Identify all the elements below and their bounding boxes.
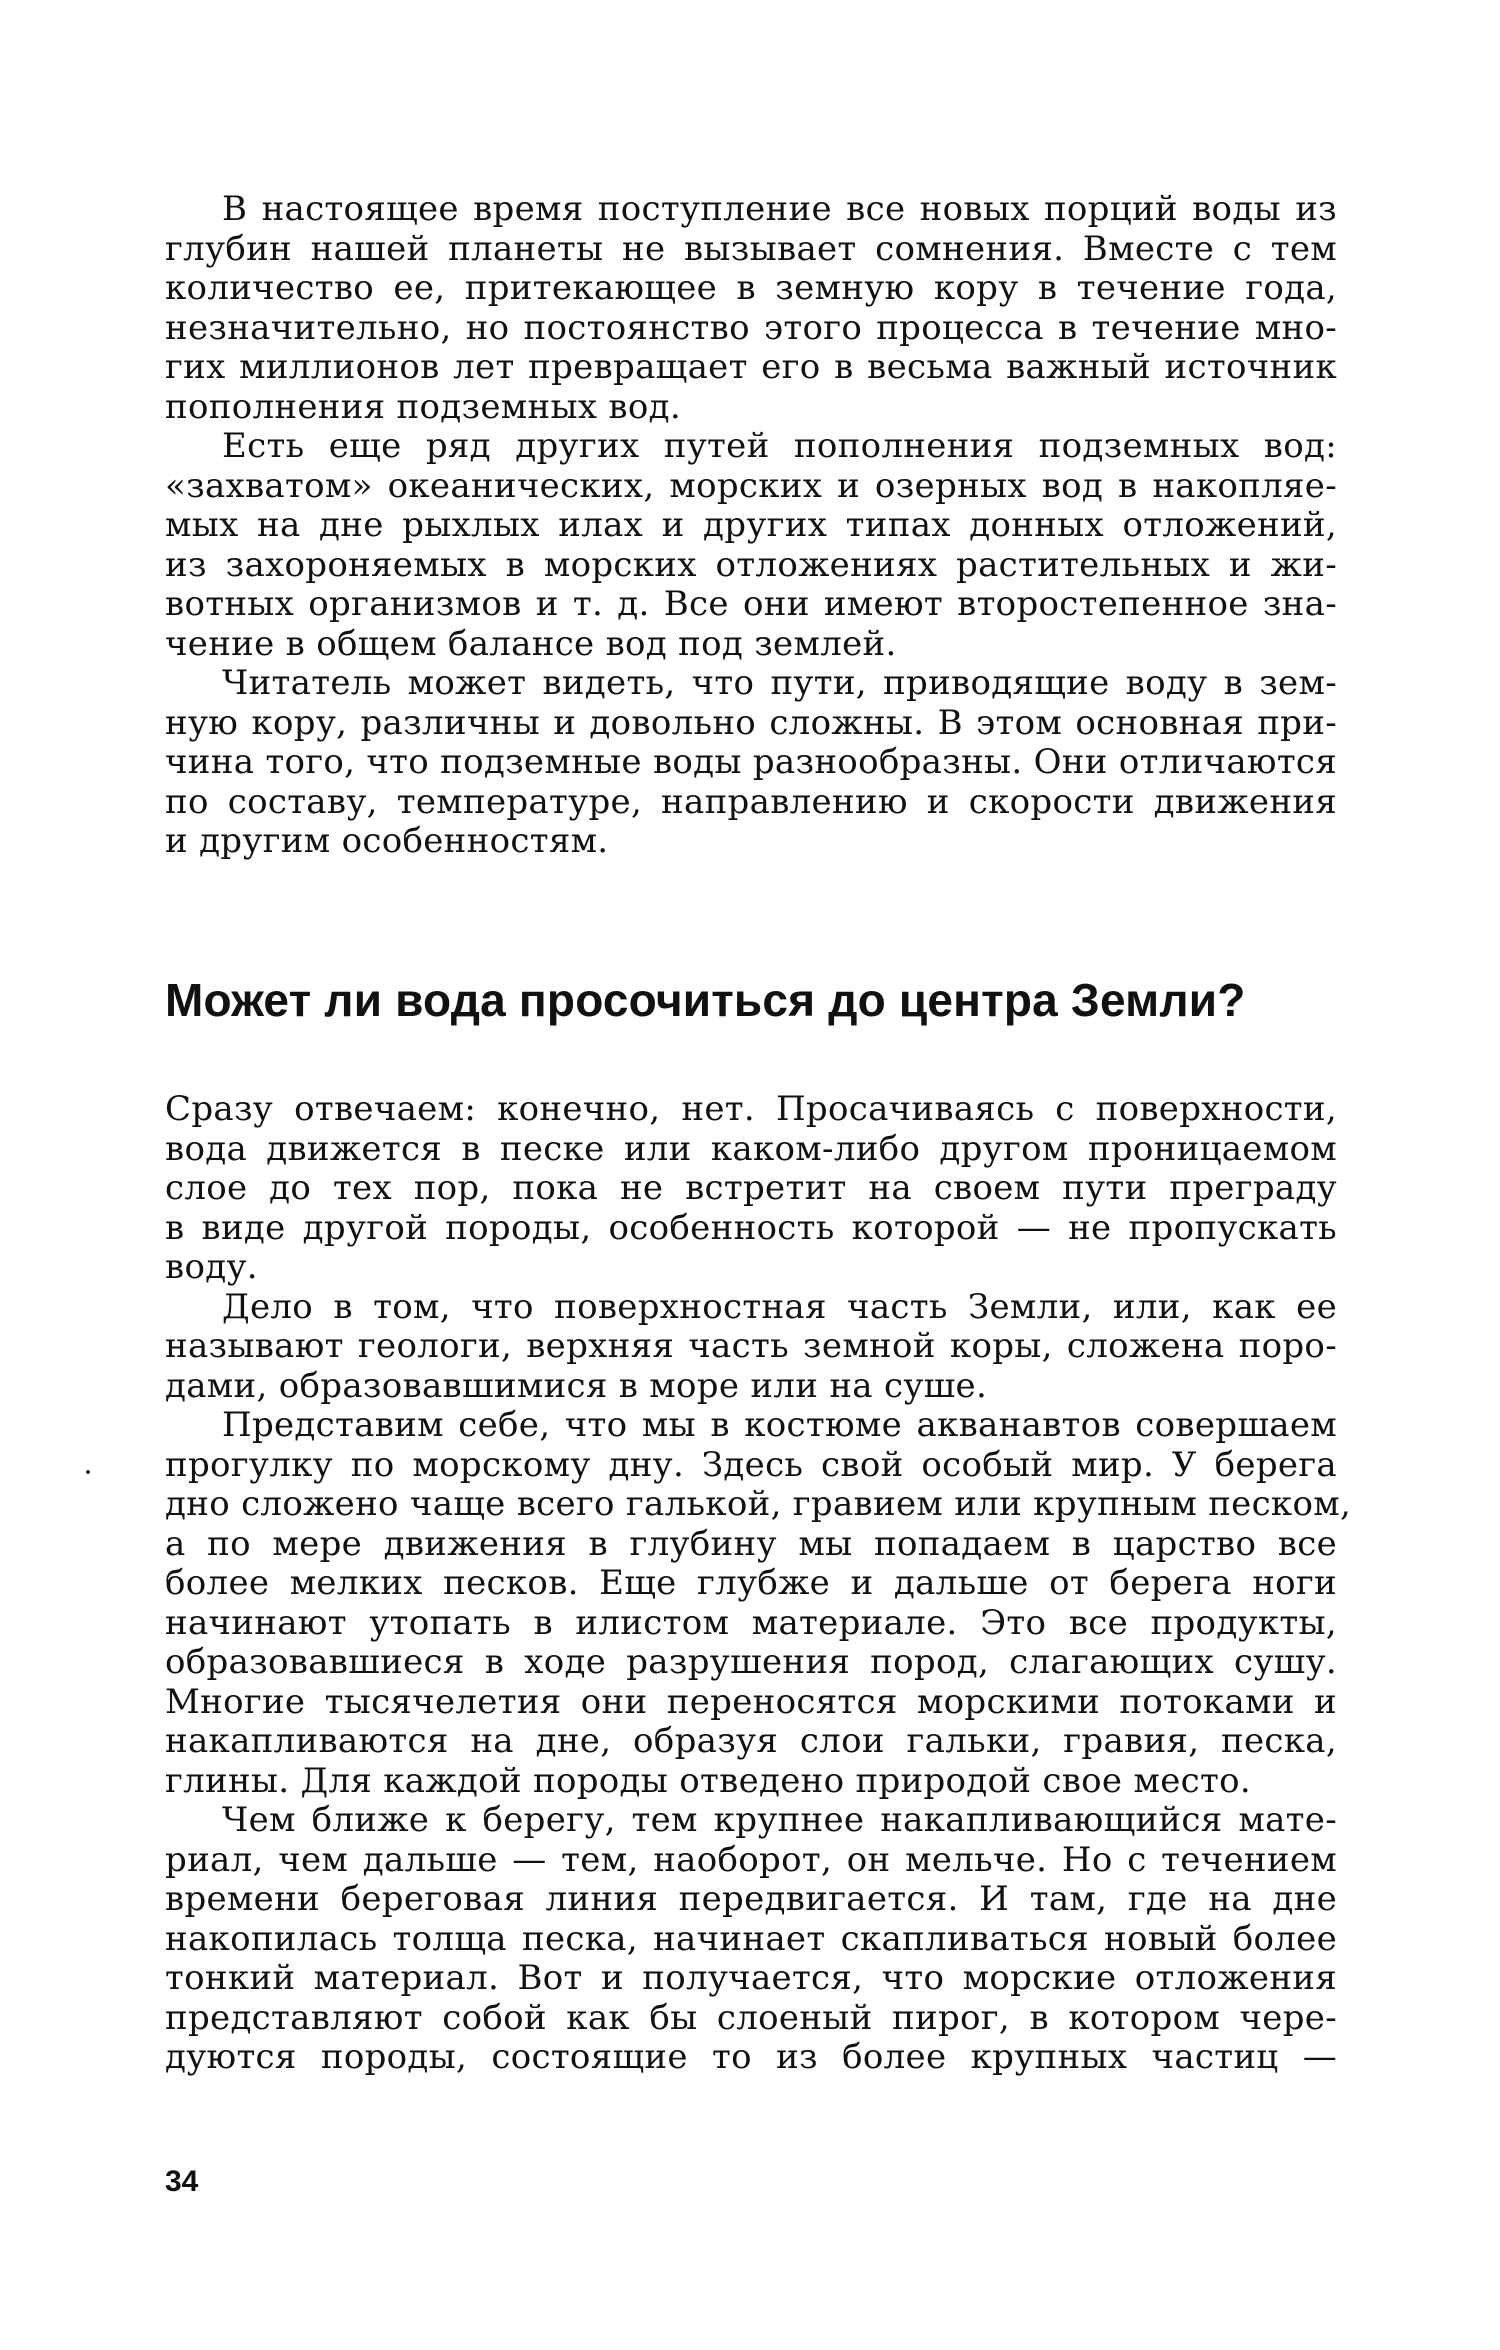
section-heading: Может ли вода просочиться до центра Земли?: [165, 974, 1246, 1026]
text-line: называют геологи, верхняя часть земной коры, сложена поро-: [165, 1326, 1337, 1366]
text-line: и другим особенностям.: [165, 821, 609, 861]
paragraph-other-ways: [165, 427, 1337, 664]
text-line: прогулку по морскому дну. Здесь свой особый мир. У берега: [165, 1444, 1337, 1485]
text-line: гих миллионов лет превращает его в весьма важный источник: [165, 347, 1337, 387]
text-line: слое до тех пор, пока не встретит на своем пути преграду: [165, 1168, 1337, 1208]
text-line: Сразу отвечаем: конечно, нет. Просачиваясь с поверхности,: [165, 1089, 1337, 1129]
text-line: в виде другой породы, особенность которой — не пропускать: [165, 1207, 1337, 1248]
text-line: времени береговая линия передвигается. И там, где на дне: [165, 1879, 1337, 1919]
text-line: Многие тысячелетия они переносятся морскими потоками и: [165, 1681, 1337, 1722]
text-line: глины. Для каждой породы отведено природой свое место.: [165, 1760, 1251, 1801]
text-line: вотных организмов и т. д. Все они имеют второстепенное зна-: [165, 584, 1337, 624]
text-line: вода движется в песке или каком-либо другом проницаемом: [165, 1128, 1337, 1169]
paragraph-deep-water: [165, 190, 1337, 427]
margin-mark: [86, 1470, 90, 1474]
text-line: риал, чем дальше — тем, наоборот, он мельче. Но с течением: [165, 1839, 1337, 1880]
page-number: 34: [165, 2165, 199, 2198]
paragraph-aquanauts: [165, 1405, 1352, 1801]
text-line: чина того, что подземные воды разнообразны. Они отличаются: [165, 742, 1338, 782]
text-line: Дело в том, что поверхностная часть Земли, или, как ее: [222, 1286, 1337, 1327]
paragraph-reader: [165, 664, 1337, 862]
text-line: дуются породы, состоящие то из более крупных частиц —: [165, 2037, 1337, 2077]
paragraph-shore: [165, 1801, 1337, 2078]
text-line: воду.: [165, 1247, 258, 1287]
text-line: ную кору, различны и довольно сложны. В этом основная при-: [165, 702, 1337, 743]
text-line: из захороняемых в морских отложениях растительных и жи-: [165, 544, 1337, 585]
text-line: дами, образовавшимися в море или на суше.: [165, 1365, 988, 1406]
text-line: представляют собой как бы слоеный пирог, в котором чере-: [165, 1997, 1337, 2038]
text-line: более мелких песков. Еще глубже и дальше от берега ноги: [165, 1563, 1337, 1603]
paragraph-crust: [165, 1288, 1337, 1407]
text-line: накапливаются на дне, образуя слои гальки, гравия, песка,: [165, 1721, 1337, 1761]
text-line: глубин нашей планеты не вызывает сомнения. Вместе с тем: [165, 228, 1337, 269]
text-line: пополнения подземных вод.: [165, 386, 681, 427]
text-line: Представим себе, что мы в костюме акванавтов совершаем: [222, 1405, 1337, 1445]
text-line: незначительно, но постоянство этого процесса в течение мно-: [165, 307, 1337, 348]
paragraph-answer: [165, 1090, 1337, 1288]
text-line: образовавшиеся в ходе разрушения пород, слагающих сушу.: [165, 1642, 1337, 1682]
text-line: количество ее, притекающее в земную кору в течение года,: [165, 268, 1337, 308]
text-line: Чем ближе к берегу, тем крупнее накапливающийся мате-: [222, 1800, 1337, 1840]
text-line: дно сложено чаще всего галькой, гравием или крупным песком,: [165, 1484, 1352, 1524]
text-section-1: [165, 190, 1337, 862]
text-line: накопилась толща песка, начинает скапливаться новый более: [165, 1918, 1337, 1959]
text-line: Читатель может видеть, что пути, приводящие воду в зем-: [222, 663, 1337, 703]
text-line: а по мере движения в глубину мы попадаем в царство все: [165, 1523, 1337, 1564]
text-line: мых на дне рыхлых илах и других типах донных отложений,: [165, 505, 1337, 545]
text-line: «захватом» океанических, морских и озерных вод в накопляе-: [165, 465, 1337, 506]
text-line: тонкий материал. Вот и получается, что морские отложения: [165, 1958, 1337, 1998]
text-line: чение в общем балансе вод под землей.: [165, 623, 897, 664]
text-line: по составу, температуре, направлению и скорости движения: [165, 781, 1337, 822]
text-line: В настоящее время поступление все новых порций воды из: [222, 189, 1337, 229]
text-section-2: [165, 1089, 1352, 2078]
text-line: начинают утопать в илистом материале. Это все продукты,: [165, 1602, 1337, 1643]
text-line: Есть еще ряд других путей пополнения подземных вод:: [222, 426, 1337, 466]
